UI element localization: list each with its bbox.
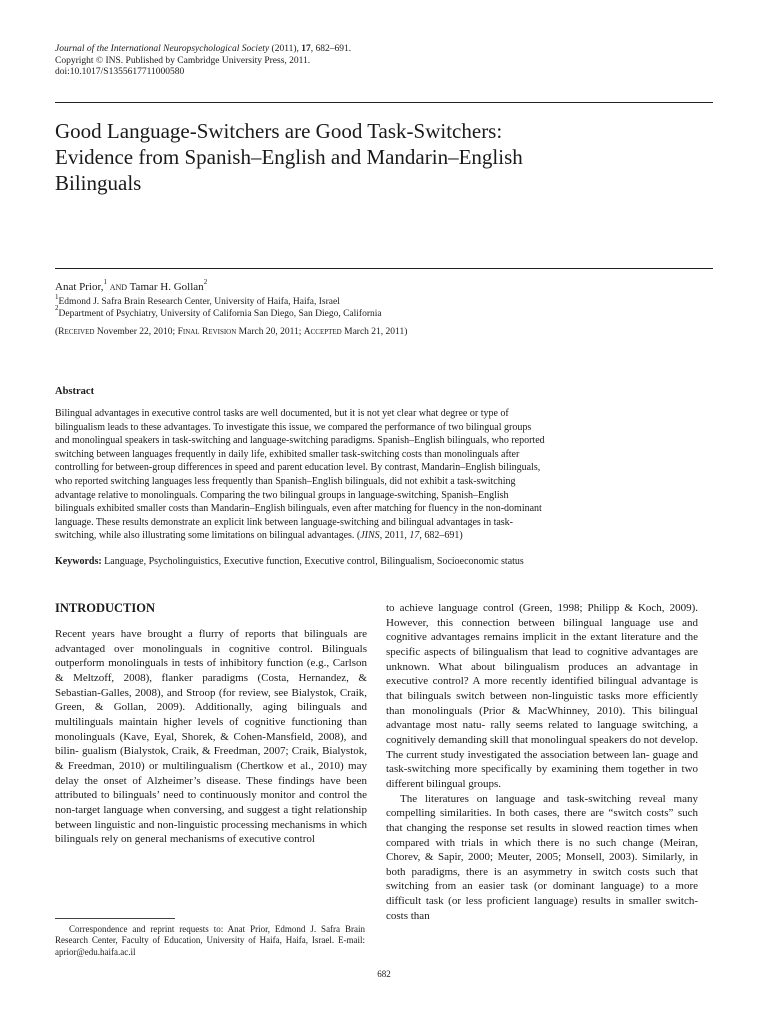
affiliation-text: Edmond J. Safra Brain Research Center, University of Haifa, Haifa, Israel [58,297,340,307]
text-line: many compelling similarities. In both cases, there are “switch [386,792,698,820]
abstract-body [55,407,633,543]
abstract-line: language. These results demonstrate an explicit link between language-switching and bilingual advantages in task- [55,516,514,528]
author-name: Tamar H. Gollan [129,281,204,293]
text-line: continuously monitor and control the non-target language [55,789,367,816]
text-line: literature and the specific aspects of bilingualism that lead to [386,631,698,658]
abstract-text: , 682–691) [419,530,463,542]
text-line: The literatures on language and task-switching reveal [400,792,666,805]
text-line: guage and task-switching more specifically by examining [386,748,698,776]
paragraph [386,601,698,792]
affiliation-line [55,304,715,321]
abstract-heading: Abstract [55,386,95,397]
title-divider [55,268,713,269]
abstract-line: switching between languages frequently in daily life, exhibited smaller task-switching costs than monolinguals after [55,448,520,460]
submission-dates [55,327,715,339]
text-line: them together in two different bilingual groups. [386,763,699,790]
accepted-date: March 21, 2011) [341,327,408,337]
author-affiliation-marker: 1 [103,278,107,287]
text-line: Bilinguals outperform monolinguals in tests of inhibitory [55,642,368,670]
text-line: costs” such that changing the response set results in slowed [386,807,699,834]
accepted-label: Accepted [303,327,342,337]
text-line: use and cognitive advantages remains implicit in the extant [386,616,699,644]
text-line: gualism (Bialystok, Craik, & Freedman, 2007; Craik, [81,745,319,758]
right-column [386,601,698,923]
final-revision-date: March 20, 2011; [236,327,304,337]
text-line: The current study investigated the association between lan- [386,748,650,761]
text-line: bilinguals rely on general mechanisms of executive control [55,833,315,846]
text-line: cognitive advantages are unknown. What about bilingualism [386,645,698,673]
affiliation-text: Department of Psychiatry, University of California San Diego, San Diego, California [58,308,382,319]
text-line: to achieve language control (Green, 1998; Philipp & Koch, [386,602,665,614]
final-revision-label: Final Revision [177,327,237,337]
correspondence-footnote [55,924,365,958]
journal-volume: 17 [301,44,311,54]
text-line: These findings have been attributed to bilinguals’ need to [55,774,368,802]
received-label: Received [58,327,95,337]
keywords-list: Language, Psycholinguistics, Executive function, Executive control, Bilingualism, Socioeconomic status [101,556,524,567]
text-line: Additionally, aging bilinguals and multilinguals maintain [55,701,368,728]
header-divider [55,102,713,103]
left-column [55,627,367,847]
text-line: reaction times when compared with trials in which there is no [386,821,698,849]
text-line: asymmetry in switch costs such that switching from an easier [386,865,698,893]
journal-citation [55,44,715,56]
text-line: linguistic and non-linguistic processing mechanisms in which [94,818,367,831]
journal-name: Journal of the International Neuropsychological Society [55,44,270,54]
abstract-line: bilingualism leads to these advantages. To investigate this issue, we compared the performance of two bilingual groups [55,421,532,433]
journal-year: (2011), [269,44,302,54]
abstract-text: switching, while also illustrating some limitations on bilingual advantages. ( [55,530,361,542]
author-list [55,280,715,294]
title-line: Good Language-Switchers are Good Task-Switchers: [55,119,503,143]
copyright-line: Copyright © INS. Published by Cambridge University Press, 2011. [55,55,311,66]
title-line: Bilinguals [55,171,142,195]
title-line: Evidence from Spanish–English and Mandarin–English [55,145,523,169]
keywords [55,555,715,568]
affiliations [55,292,715,320]
text-line: produces an advantage in executive control? A more recently [386,660,698,688]
text-line: (Costa, Hernandez, & Sebastian-Galles, 2008), and Stroop [55,671,367,699]
keywords-label: Keywords: [55,556,102,567]
text-line: et al., 2010) may delay the onset of Alzheimer’s disease. [55,759,367,787]
journal-pages: , 682–691. [310,44,352,54]
abstract-line: advantage relative to monolinguals. Comparing the two bilingual groups in language-switching, Spanish–English [55,489,509,501]
text-line: & MacWhinney, 2010). This bilingual advantage most natu- [386,704,698,732]
text-line: higher levels of cognitive functioning than monolinguals [55,715,368,743]
abstract-line [55,529,633,543]
text-line: proficient language) results in smaller switch-costs than [386,895,699,922]
abstract-line: controlling for between-group differences in speed and parent education level. By contrast, Mandarin–English bilinguals, [55,462,541,474]
author-conjunction: and [109,281,128,293]
text-line: identified bilingual advantage is that bilinguals switch between [386,675,698,702]
journal-abbrev: JINS [360,530,380,542]
received-date: November 22, 2010; [94,327,178,337]
text-line: task (or dominant language) to a more difficult task (or less [386,880,698,908]
text-line: Recent years have brought a flurry of reports that bilinguals [55,628,348,640]
text-line: rally seems related to language switching, a cognitively [386,719,698,746]
affiliation-line [55,292,715,309]
text-line: demanding skill that monolingual speakers do not develop. [438,733,698,746]
footnote-line: Brain Research Center, Faculty of Education, University of Haifa, Haifa, [55,924,366,946]
text-line: are advantaged over monolinguals in cognitive control. [55,628,367,655]
footnote-divider [55,918,175,919]
affiliation-marker: 2 [55,304,59,313]
page-number: 682 [377,969,391,979]
abstract-line: who reported switching languages less frequently than Spanish–English bilinguals, did not exhibit a task-switching [55,475,516,487]
author-name: Anat Prior, [55,281,104,293]
abstract-text: , 2011, [379,530,410,542]
author-affiliation-marker: 2 [203,278,208,287]
paper-title [55,118,715,196]
doi-line: doi:10.1017/S1355617711000580 [55,67,185,77]
abstract-volume: 17 [409,530,420,542]
text-line: function (e.g., Carlson & Meltzoff, 2008), flanker paradigms [55,657,367,684]
footnote-line: Correspondence and reprint requests to: Anat Prior, Edmond J. Safra [69,924,341,934]
abstract-line: and monolingual speakers in task-switching and language-switching paradigms. Spanish–English bilinguals, who reported [55,435,545,447]
text-line: (for review, see Bialystok, Craik, Green, & Gollan, 2009). [55,686,368,714]
abstract-line: bilinguals exhibited smaller costs than Mandarin–English bilinguals, even after matching for fluency in the non-dominant [55,503,542,515]
journal-header [55,44,715,79]
dates-open-paren: ( [55,327,59,337]
introduction-heading: INTRODUCTION [55,601,156,615]
footnote-line: Israel. E-mail: aprior@edu.haifa.ac.il [55,935,366,957]
text-line: 2009). However, this connection between bilingual language [386,602,699,629]
affiliation-marker: 1 [55,292,59,301]
text-line: non-linguistic tasks more efficiently than monolinguals (Prior [386,689,699,717]
paragraph [55,627,367,847]
text-line: such change (Meiran, Chorev, & Sapir, 2000; Meuter, 2005; [386,836,698,864]
abstract-line: Bilingual advantages in executive control tasks are well documented, but it is not yet clear what degree or type of [55,408,509,419]
text-line: when conversing, and suggest a tight relationship between [55,803,367,831]
text-line: (Kave, Eyal, Shorek, & Cohen-Mansfield, 2008), and bilin- [55,730,368,758]
paragraph [386,792,698,924]
text-line: Monsell, 2003). Similarly, in both paradigms, there is an [386,851,698,878]
text-line: Bialystok, & Freedman, 2010) or multilingualism (Chertkow [55,745,368,772]
